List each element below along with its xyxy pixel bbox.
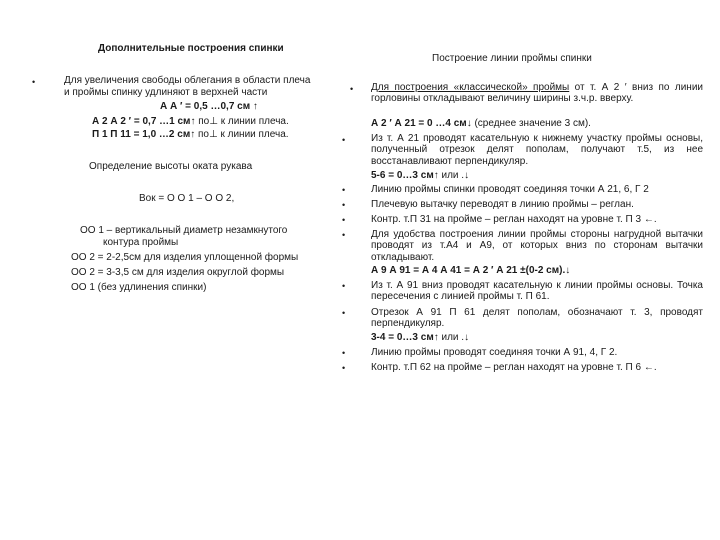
oo1-line-1: ОО 1 – вертикальный диаметр незамкнутого <box>80 225 288 236</box>
down-arrow-icon: ↓ <box>464 332 470 343</box>
paragraph-3: Линию проймы спинки проводят соединяя точки А 21, 6, Г 2 <box>371 184 649 195</box>
bullet-icon: • <box>350 84 354 94</box>
bullet-icon: • <box>342 308 346 318</box>
bullet-icon: • <box>342 135 346 145</box>
formula-2: А 2 А 2 ′ = 0,7 …1 см↑ по⊥ к линии плеча. <box>92 116 289 127</box>
bullet-icon: • <box>32 77 36 87</box>
paragraph-9: Линию проймы проводят соединяя точки А 91, 4, Г 2. <box>371 347 618 358</box>
paragraph-1: Для построения «классической» проймы от т. А 2 ′ вниз по линии горловины откладывают величину ширины з.ч.р. вверху. <box>371 82 704 105</box>
right-title: Построение линии проймы спинки <box>432 53 592 64</box>
bullet-icon: • <box>342 185 346 195</box>
paragraph-8: Отрезок А 91 П 61 делят пополам, обозначают т. 3, проводят перпендикуляр. <box>371 307 703 330</box>
oo2-flat: ОО 2 = 2-2,5см для изделия уплощенной формы <box>71 252 299 263</box>
formula-3: П 1 П 11 = 1,0 …2 см↑ по⊥ к линии плеча. <box>92 129 289 140</box>
oo1-note: ОО 1 (без удлинения спинки) <box>71 282 207 293</box>
paragraph-7: Из т. А 91 вниз проводят касательную к линии проймы основы. Точка пересечения с линией проймы т. П 61. <box>371 280 703 303</box>
down-arrow-icon: ↓ <box>466 118 475 129</box>
paragraph-2-formula: 5-6 = 0…3 см↑ или .↓ <box>371 170 470 181</box>
formula-1: А А ′ = 0,5 …0,7 см ↑ <box>160 101 258 112</box>
bullet-icon: • <box>342 215 346 225</box>
vok-formula: Вок = О О 1 – О О 2, <box>139 193 235 204</box>
left-title: Дополнительные построения спинки <box>98 43 284 54</box>
bullet-icon: • <box>342 363 346 373</box>
left-subtitle: Определение высоты оката рукава <box>89 161 253 172</box>
down-arrow-icon: ↓ <box>565 265 571 276</box>
down-arrow-icon: ↓ <box>464 170 470 181</box>
up-arrow-icon: ↑ <box>433 170 442 181</box>
intro-line-2: и проймы спинку удлиняют в верхней части <box>64 87 268 98</box>
up-arrow-icon: ↑ <box>190 116 199 127</box>
bullet-icon: • <box>342 348 346 358</box>
paragraph-1-formula: А 2 ′ А 21 = 0 …4 см↓ (среднее значение 3 см). <box>371 118 591 129</box>
oo1-line-2: контура проймы <box>103 237 179 248</box>
paragraph-10: Контр. т.П 62 на пройме – реглан находят на уровне т. П 6 ←. <box>371 362 657 373</box>
paragraph-8-formula: 3-4 = 0…3 см↑ или .↓ <box>371 332 470 343</box>
paragraph-6-formula: А 9 А 91 = А 4 А 41 = А 2 ′ А 21 ±(0-2 см).↓ <box>371 265 571 276</box>
up-arrow-icon: ↑ <box>433 332 442 343</box>
paragraph-5: Контр. т.П 31 на пройме – реглан находят на уровне т. П 3 ←. <box>371 214 657 225</box>
up-arrow-icon: ↑ <box>190 129 198 140</box>
up-arrow-icon: ↑ <box>250 101 258 112</box>
paragraph-4: Плечевую вытачку переводят в линию проймы – реглан. <box>371 199 634 210</box>
paragraph-6: Для удобства построения линии проймы стороны нагрудной вытачки проводят из т.А4 и А9, от которых вниз по сторонам вытачки откладывают. <box>371 229 703 263</box>
bullet-icon: • <box>342 230 346 240</box>
paragraph-2: Из т. А 21 проводят касательную к нижнему участку проймы основы, полученный отрезок делят пополам, получают т.5, из нее восстанавливают перпендикуляр. <box>371 133 703 167</box>
bullet-icon: • <box>342 281 346 291</box>
bullet-icon: • <box>342 200 346 210</box>
oo2-round: ОО 2 = 3-3,5 см для изделия округлой формы <box>71 267 285 278</box>
intro-line-1: Для увеличения свободы облегания в области плеча <box>64 75 311 86</box>
